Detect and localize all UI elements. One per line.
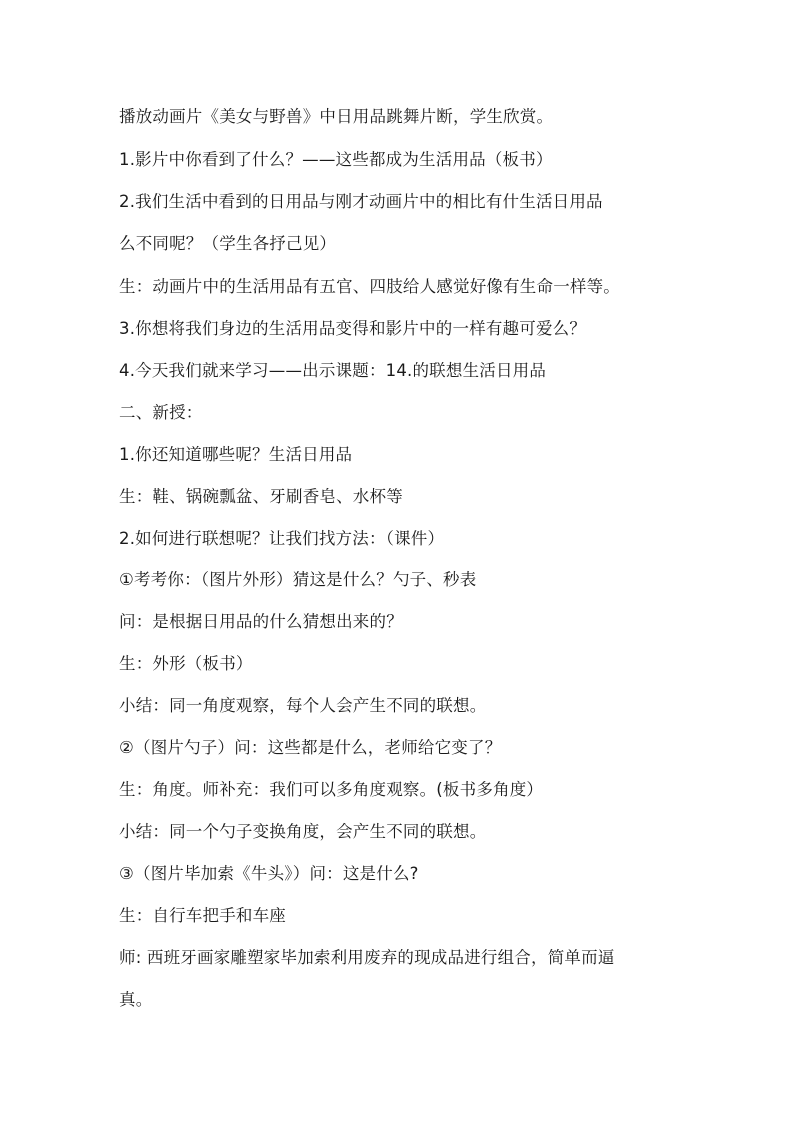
paragraph-summary-2: 小结：同一个勺子变换角度，会产生不同的联想。 (119, 822, 487, 841)
section-heading-new-lesson: 二、新授： (119, 403, 203, 422)
paragraph-teacher-note-cont: 真。 (119, 990, 153, 1009)
paragraph-student-answer-2: 生：鞋、锅碗瓢盆、牙刷香皂、水杯等 (119, 487, 403, 506)
paragraph-new-1: 1.你还知道哪些呢？生活日用品 (119, 445, 353, 464)
paragraph-student-answer-1: 生：动画片中的生活用品有五官、四肢给人感觉好像有生命一样等。 (119, 277, 620, 296)
paragraph-question-1: 1.影片中你看到了什么？——这些都成为生活用品（板书） (119, 150, 553, 169)
paragraph-intro: 播放动画片《美女与野兽》中日用品跳舞片断，学生欣赏。 (119, 107, 554, 126)
paragraph-student-answer-4: 生：角度。师补充：我们可以多角度观察。(板书多角度） (119, 780, 544, 799)
paragraph-question-4: 4.今天我们就来学习——出示课题：14.的联想生活日用品 (119, 361, 547, 380)
paragraph-summary-1: 小结：同一角度观察，每个人会产生不同的联想。 (119, 696, 487, 715)
paragraph-student-answer-5: 生：自行车把手和车座 (119, 906, 286, 925)
paragraph-question-2: 2.我们生活中看到的日用品与刚才动画片中的相比有什生活日用品 (119, 192, 603, 211)
paragraph-question-3: 3.你想将我们身边的生活用品变得和影片中的一样有趣可爱么？ (119, 319, 587, 338)
paragraph-item-2: ②（图片勺子）问：这些都是什么，老师给它变了？ (119, 738, 502, 757)
paragraph-new-2: 2.如何进行联想呢？让我们找方法：（课件） (119, 529, 445, 548)
paragraph-item-3: ③（图片毕加索《牛头》）问：这是什么? (119, 864, 419, 883)
paragraph-teacher-note: 师: 西班牙画家雕塑家毕加索利用废弃的现成品进行组合，简单而逼 (119, 948, 615, 967)
paragraph-ask-1: 问：是根据日用品的什么猜想出来的？ (119, 612, 403, 631)
paragraph-student-answer-3: 生：外形（板书） (119, 654, 253, 673)
paragraph-question-2-cont: 么不同呢？（学生各抒己见） (119, 234, 337, 253)
paragraph-item-1: ①考考你：（图片外形）猜这是什么？勺子、秒表 (119, 570, 477, 589)
